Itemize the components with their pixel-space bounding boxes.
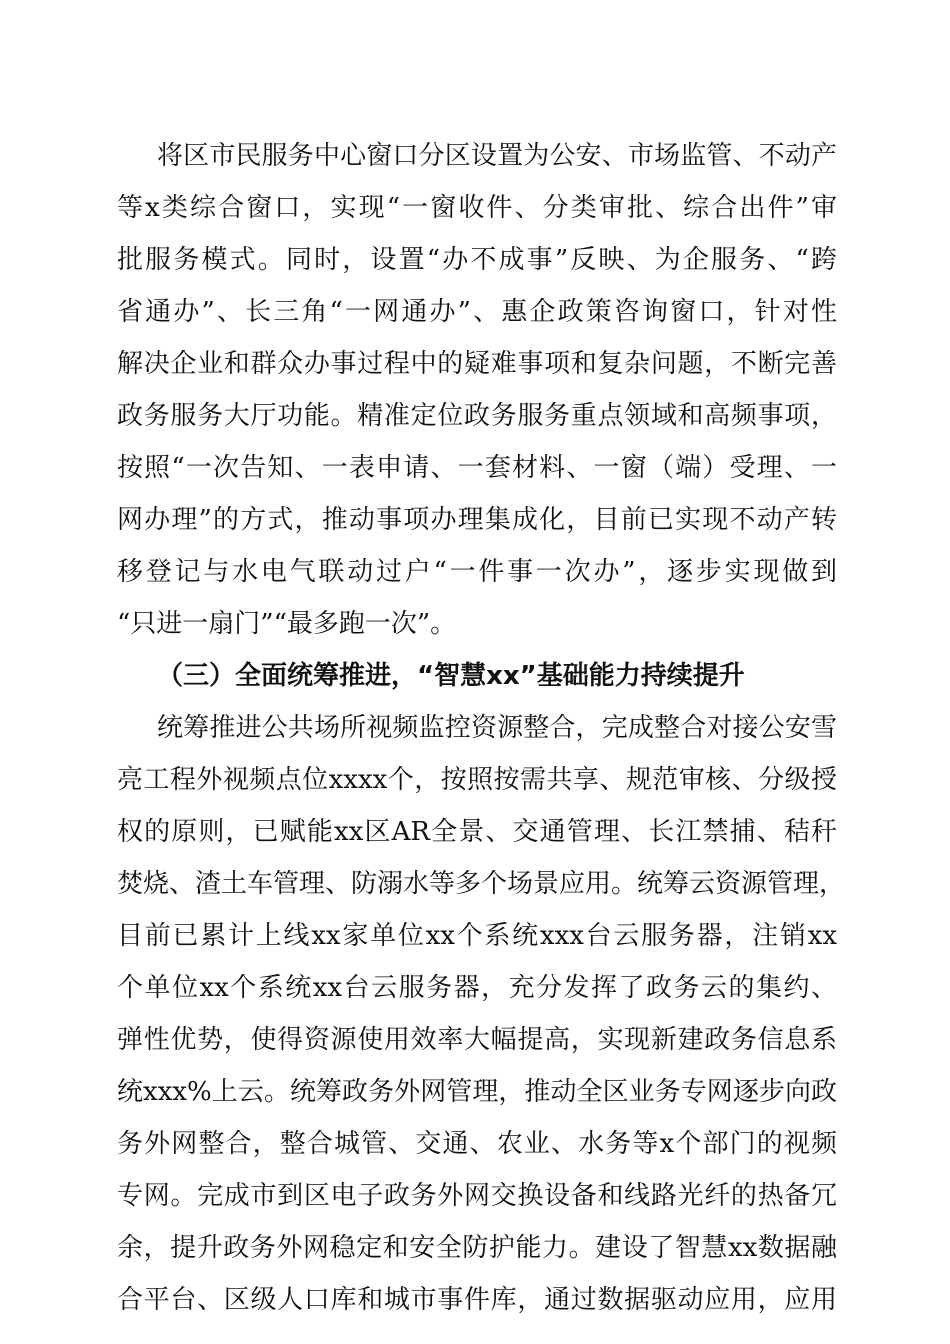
paragraph-1-line-7: 按照“一次告知、一表申请、一套材料、一窗（端）受理、一 <box>117 453 837 483</box>
paragraph-2-line-6: 个单位xx个系统xx台云服务器，充分发挥了政务云的集约、 <box>117 973 837 1003</box>
paragraph-2-line-3: 权的原则，已赋能xx区AR全景、交通管理、长江禁捕、秸秆 <box>117 817 837 847</box>
paragraph-2-line-1: 统筹推进公共场所视频监控资源整合，完成整合对接公安雪 <box>157 713 837 743</box>
paragraph-2-line-5: 目前已累计上线xx家单位xx个系统xxx台云服务器，注销xx <box>117 921 837 951</box>
paragraph-2-line-10: 专网。完成市到区电子政务外网交换设备和线路光纤的热备冗 <box>117 1181 837 1211</box>
paragraph-1-line-9: 移登记与水电气联动过户“一件事一次办”，逐步实现做到 <box>117 557 837 587</box>
paragraph-1-line-1: 将区市民服务中心窗口分区设置为公安、市场监管、不动产 <box>157 141 837 171</box>
paragraph-2-line-9: 务外网整合，整合城管、交通、农业、水务等x个部门的视频 <box>117 1129 837 1159</box>
paragraph-2-line-2: 亮工程外视频点位xxxx个，按照按需共享、规范审核、分级授 <box>117 765 837 795</box>
paragraph-2-line-4: 焚烧、渣土车管理、防溺水等多个场景应用。统筹云资源管理， <box>117 869 846 899</box>
paragraph-2-line-11: 余，提升政务外网稳定和安全防护能力。建设了智慧xx数据融 <box>117 1233 837 1263</box>
paragraph-1-line-6: 政务服务大厅功能。精准定位政务服务重点领域和高频事项， <box>117 401 837 431</box>
paragraph-2-line-12: 合平台、区级人口库和城市事件库，通过数据驱动应用，应用 <box>117 1285 837 1315</box>
paragraph-2-line-8: 统xxx%上云。统筹政务外网管理，推动全区业务专网逐步向政 <box>117 1077 837 1107</box>
paragraph-1-line-10: “只进一扇门”“最多跑一次”。 <box>117 609 457 639</box>
paragraph-1-line-5: 解决企业和群众办事过程中的疑难事项和复杂问题，不断完善 <box>117 349 837 379</box>
paragraph-2-line-7: 弹性优势，使得资源使用效率大幅提高，实现新建政务信息系 <box>117 1025 837 1055</box>
paragraph-1-line-3: 批服务模式。同时，设置“办不成事”反映、为企服务、“跨 <box>117 245 837 275</box>
paragraph-1-line-4: 省通办”、长三角“一网通办”、惠企政策咨询窗口，针对性 <box>117 297 837 327</box>
paragraph-1-line-2: 等x类综合窗口，实现“一窗收件、分类审批、综合出件”审 <box>117 193 837 223</box>
paragraph-1-line-8: 网办理”的方式，推动事项办理集成化，目前已实现不动产转 <box>117 505 837 535</box>
section-heading: （三）全面统筹推进，“智慧xx”基础能力持续提升 <box>157 661 745 691</box>
